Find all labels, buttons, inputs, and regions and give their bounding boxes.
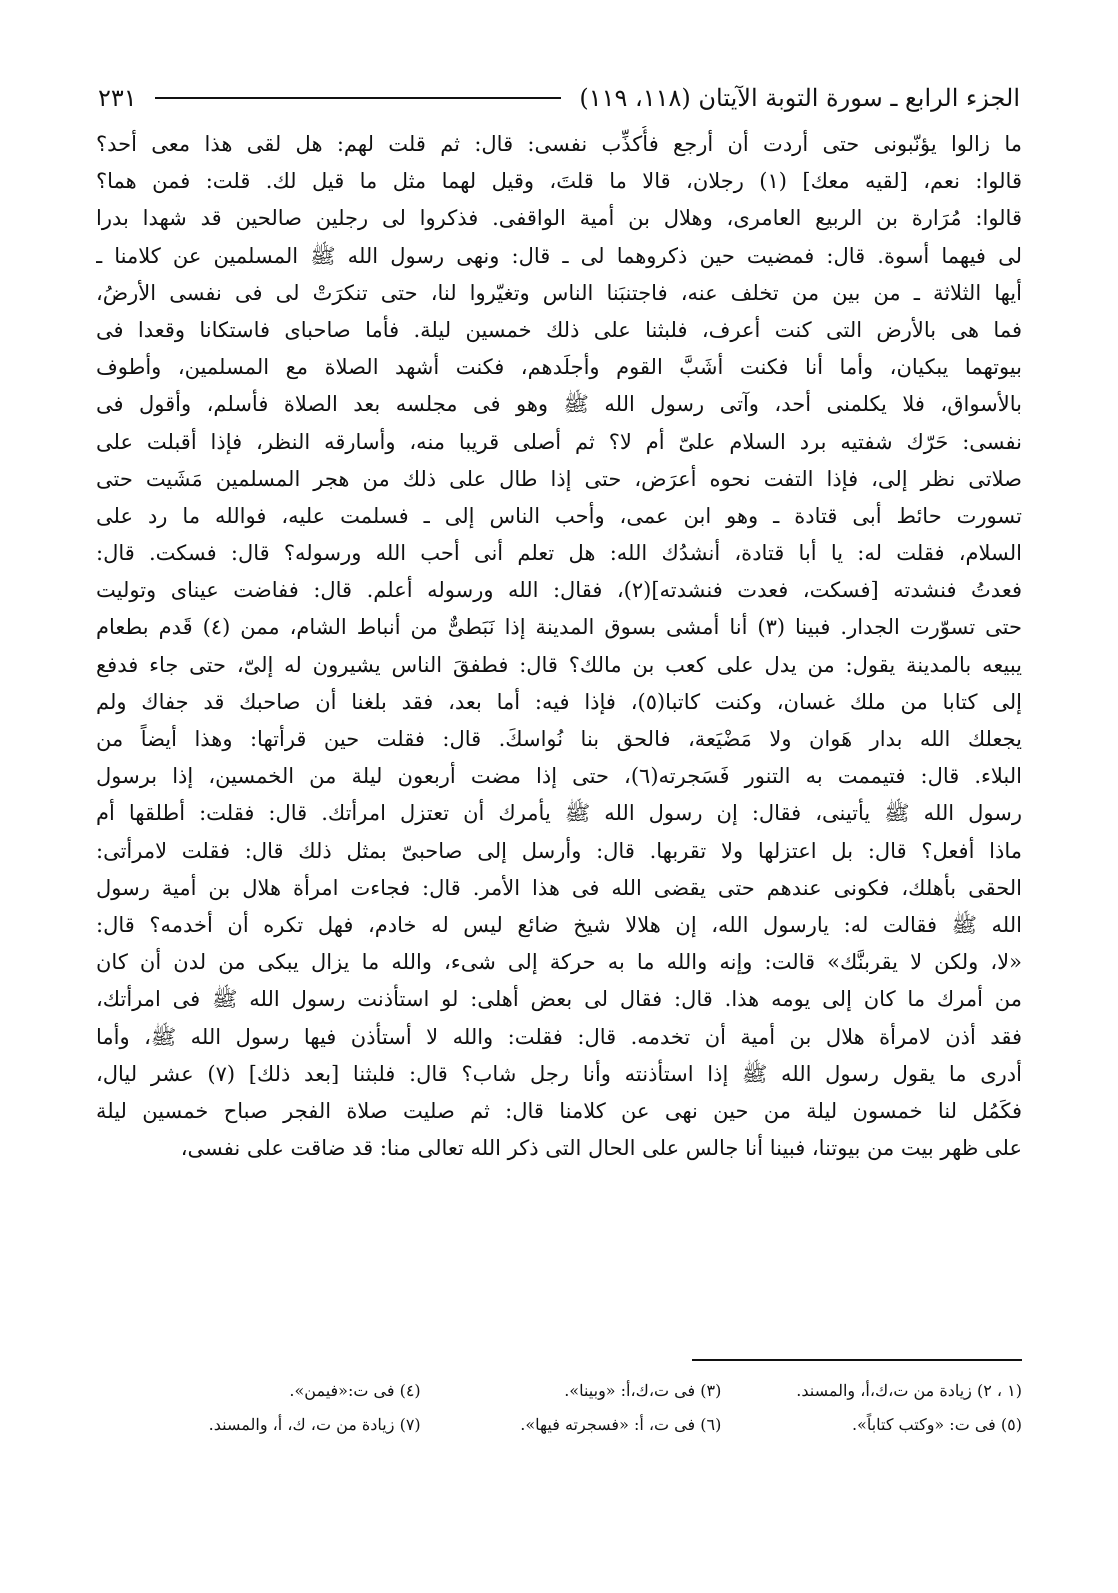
text-line: البلاء. قال: فتيممت به التنور فَسَجرته(٦)، حتى إذا مضت أربعون ليلة من الخمسين، إذا برسول — [96, 764, 1022, 789]
text-line: السلام، فقلت له: يا أبا قتادة، أنشدُك الله: هل تعلم أنى أحب الله ورسوله؟ قال: فسكت. قال: — [96, 541, 1022, 566]
text-line: نفسى: حَرّك شفتيه برد السلام علىّ أم لا؟ ثم أصلى قريبا منه، وأسارقه النظر، فإذا أقبلت على — [96, 429, 1022, 454]
text-line: الله ﷺ فقالت له: يارسول الله، إن هلالا شيخ ضائع ليس له خادم، فهل تكره أن أخدمه؟ قال: — [96, 912, 1022, 937]
footnote: (٣) فى ت،ك،أ: «وبينا». — [564, 1381, 722, 1400]
footnote: (٧) زيادة من ت، ك، أ، والمسند. — [208, 1415, 421, 1434]
page-number: ٢٣١ — [98, 84, 137, 112]
header-rule — [155, 97, 562, 99]
text-line: تسورت حائط أبى قتادة ـ وهو ابن عمى، وأحب الناس إلى ـ فسلمت عليه، فوالله ما رد على — [96, 503, 1022, 528]
text-line: بالأسواق، فلا يكلمنى أحد، وآتى رسول الله ﷺ وهو فى مجلسه بعد الصلاة فأسلم، وأقول فى — [96, 392, 1022, 417]
running-title: الجزء الرابع ـ سورة التوبة الآيتان (١١٨، ١١٩) — [579, 84, 1020, 112]
text-line: على ظهر بيت من بيوتنا، فبينا أنا جالس على الحال التى ذكر الله تعالى منا: قد ضاقت على نفسى، — [180, 1136, 1022, 1161]
text-line: إلى كتابا من ملك غسان، وكنت كاتبا(٥)، فإذا فيه: أما بعد، فقد بلغنا أن صاحبك قد جفاك ولم — [96, 689, 1022, 714]
footnotes — [120, 1374, 1022, 1442]
text-line: الحقى بأهلك، فكونى عندهم حتى يقضى الله فى هذا الأمر. قال: فجاءت امرأة هلال بن أمية رسول — [96, 875, 1022, 900]
text-line: رسول الله ﷺ يأتينى، فقال: إن رسول الله ﷺ يأمرك أن تعتزل امرأتك. قال: فقلت: أطلقها أم — [96, 801, 1022, 826]
text-line: بيوتهما يبكيان، وأما أنا فكنت أشَبَّ القوم وأجلَدهم، فكنت أشهد الصلاة مع المسلمين، وأطوف — [96, 355, 1022, 380]
footnote-rule — [692, 1359, 1022, 1361]
text-line: يبيعه بالمدينة يقول: من يدل على كعب بن مالك؟ قال: فطفقَ الناس يشيرون له إلىّ، حتى جاء فدفع — [96, 652, 1022, 677]
text-line: «لا، ولكن لا يقربنَّك» قالت: وإنه والله ما به حركة إلى شىء، والله ما يزال يبكى من لدن أن كان — [96, 950, 1022, 975]
footnote: (٤) فى ت:«فيمن». — [289, 1381, 421, 1400]
text-line: ما زالوا يؤنّبونى حتى أردت أن أرجع فأُكذِّب نفسى: قال: ثم قلت لهم: هل لقى هذا معى أحد؟ — [96, 132, 1022, 156]
footnote-row — [120, 1408, 1022, 1442]
text-line: صلاتى نظر إلى، فإذا التفت نحوه أعرَض، حتى إذا طال على ذلك من هجر المسلمين مَشَيت حتى — [96, 466, 1022, 491]
text-line: حتى تسوّرت الجدار. فبينا (٣) أنا أمشى بسوق المدينة إذا نَبَطىٌّ من أنباط الشام، ممن (٤) قَدم بطعام — [96, 615, 1022, 640]
text-line: أيها الثلاثة ـ من بين من تخلف عنه، فاجتنبَنا الناس وتغيّروا لنا، حتى تنكرَتْ لى فى نفسى الأرضُ، — [96, 280, 1022, 305]
running-header — [98, 78, 1020, 118]
text-line: لى فيهما أسوة. قال: فمضيت حين ذكروهما لى ـ قال: ونهى رسول الله ﷺ المسلمين عن كلامنا ـ — [96, 243, 1022, 268]
text-line: فكَمُل لنا خمسون ليلة من حين نهى عن كلامنا قال: ثم صليت صلاة الفجر صباح خمسين ليلة — [96, 1098, 1022, 1123]
text-line: يجعلك الله بدار هَوان ولا مَضْيَعة، فالحق بنا نُواسكَ. قال: فقلت حين قرأتها: وهذا أيضاً من — [96, 727, 1022, 751]
footnote: (١ ، ٢) زيادة من ت،ك،أ، والمسند. — [796, 1381, 1022, 1400]
text-line: قالوا: مُرَارة بن الربيع العامرى، وهلال بن أمية الواقفى. فذكروا لى رجلين صالحين قد شهدا بدرا — [96, 206, 1022, 231]
footnote-row — [120, 1374, 1022, 1408]
footnote: (٥) فى ت: «وكتب كتاباً». — [851, 1415, 1022, 1434]
text-line: أدرى ما يقول رسول الله ﷺ إذا استأذنته وأنا رجل شاب؟ قال: فلبثنا [بعد ذلك] (٧) عشر ليال، — [96, 1061, 1022, 1086]
text-line: فقد أذن لامرأة هلال بن أمية أن تخدمه. قال: فقلت: والله لا أستأذن فيها رسول الله ﷺ، وأما — [96, 1024, 1022, 1049]
body-text — [96, 126, 1022, 1167]
footnote: (٦) فى ت، أ: «فسجرته فيها». — [520, 1415, 722, 1434]
text-line: من أمرك ما كان إلى يومه هذا. قال: فقال لى بعض أهلى: لو استأذنت رسول الله ﷺ فى امرأتك، — [96, 987, 1022, 1012]
text-line: فعدتُ فنشدته [فسكت، فعدت فنشدته](٢)، فقال: الله ورسوله أعلم. قال: ففاضت عيناى وتوليت — [96, 578, 1022, 603]
text-line: فما هى بالأرض التى كنت أعرف، فلبثنا على ذلك خمسين ليلة. فأما صاحباى فاستكانا وقعدا فى — [96, 317, 1022, 342]
text-line: قالوا: نعم، [لقيه معك] (١) رجلان، قالا ما قلتَ، وقيل لهما مثل ما قيل لك. قلت: فمن هما؟ — [96, 169, 1022, 194]
text-line: ماذا أفعل؟ قال: بل اعتزلها ولا تقربها. قال: وأرسل إلى صاحبىّ بمثل ذلك قال: فقلت لامرأتى: — [96, 838, 1022, 863]
